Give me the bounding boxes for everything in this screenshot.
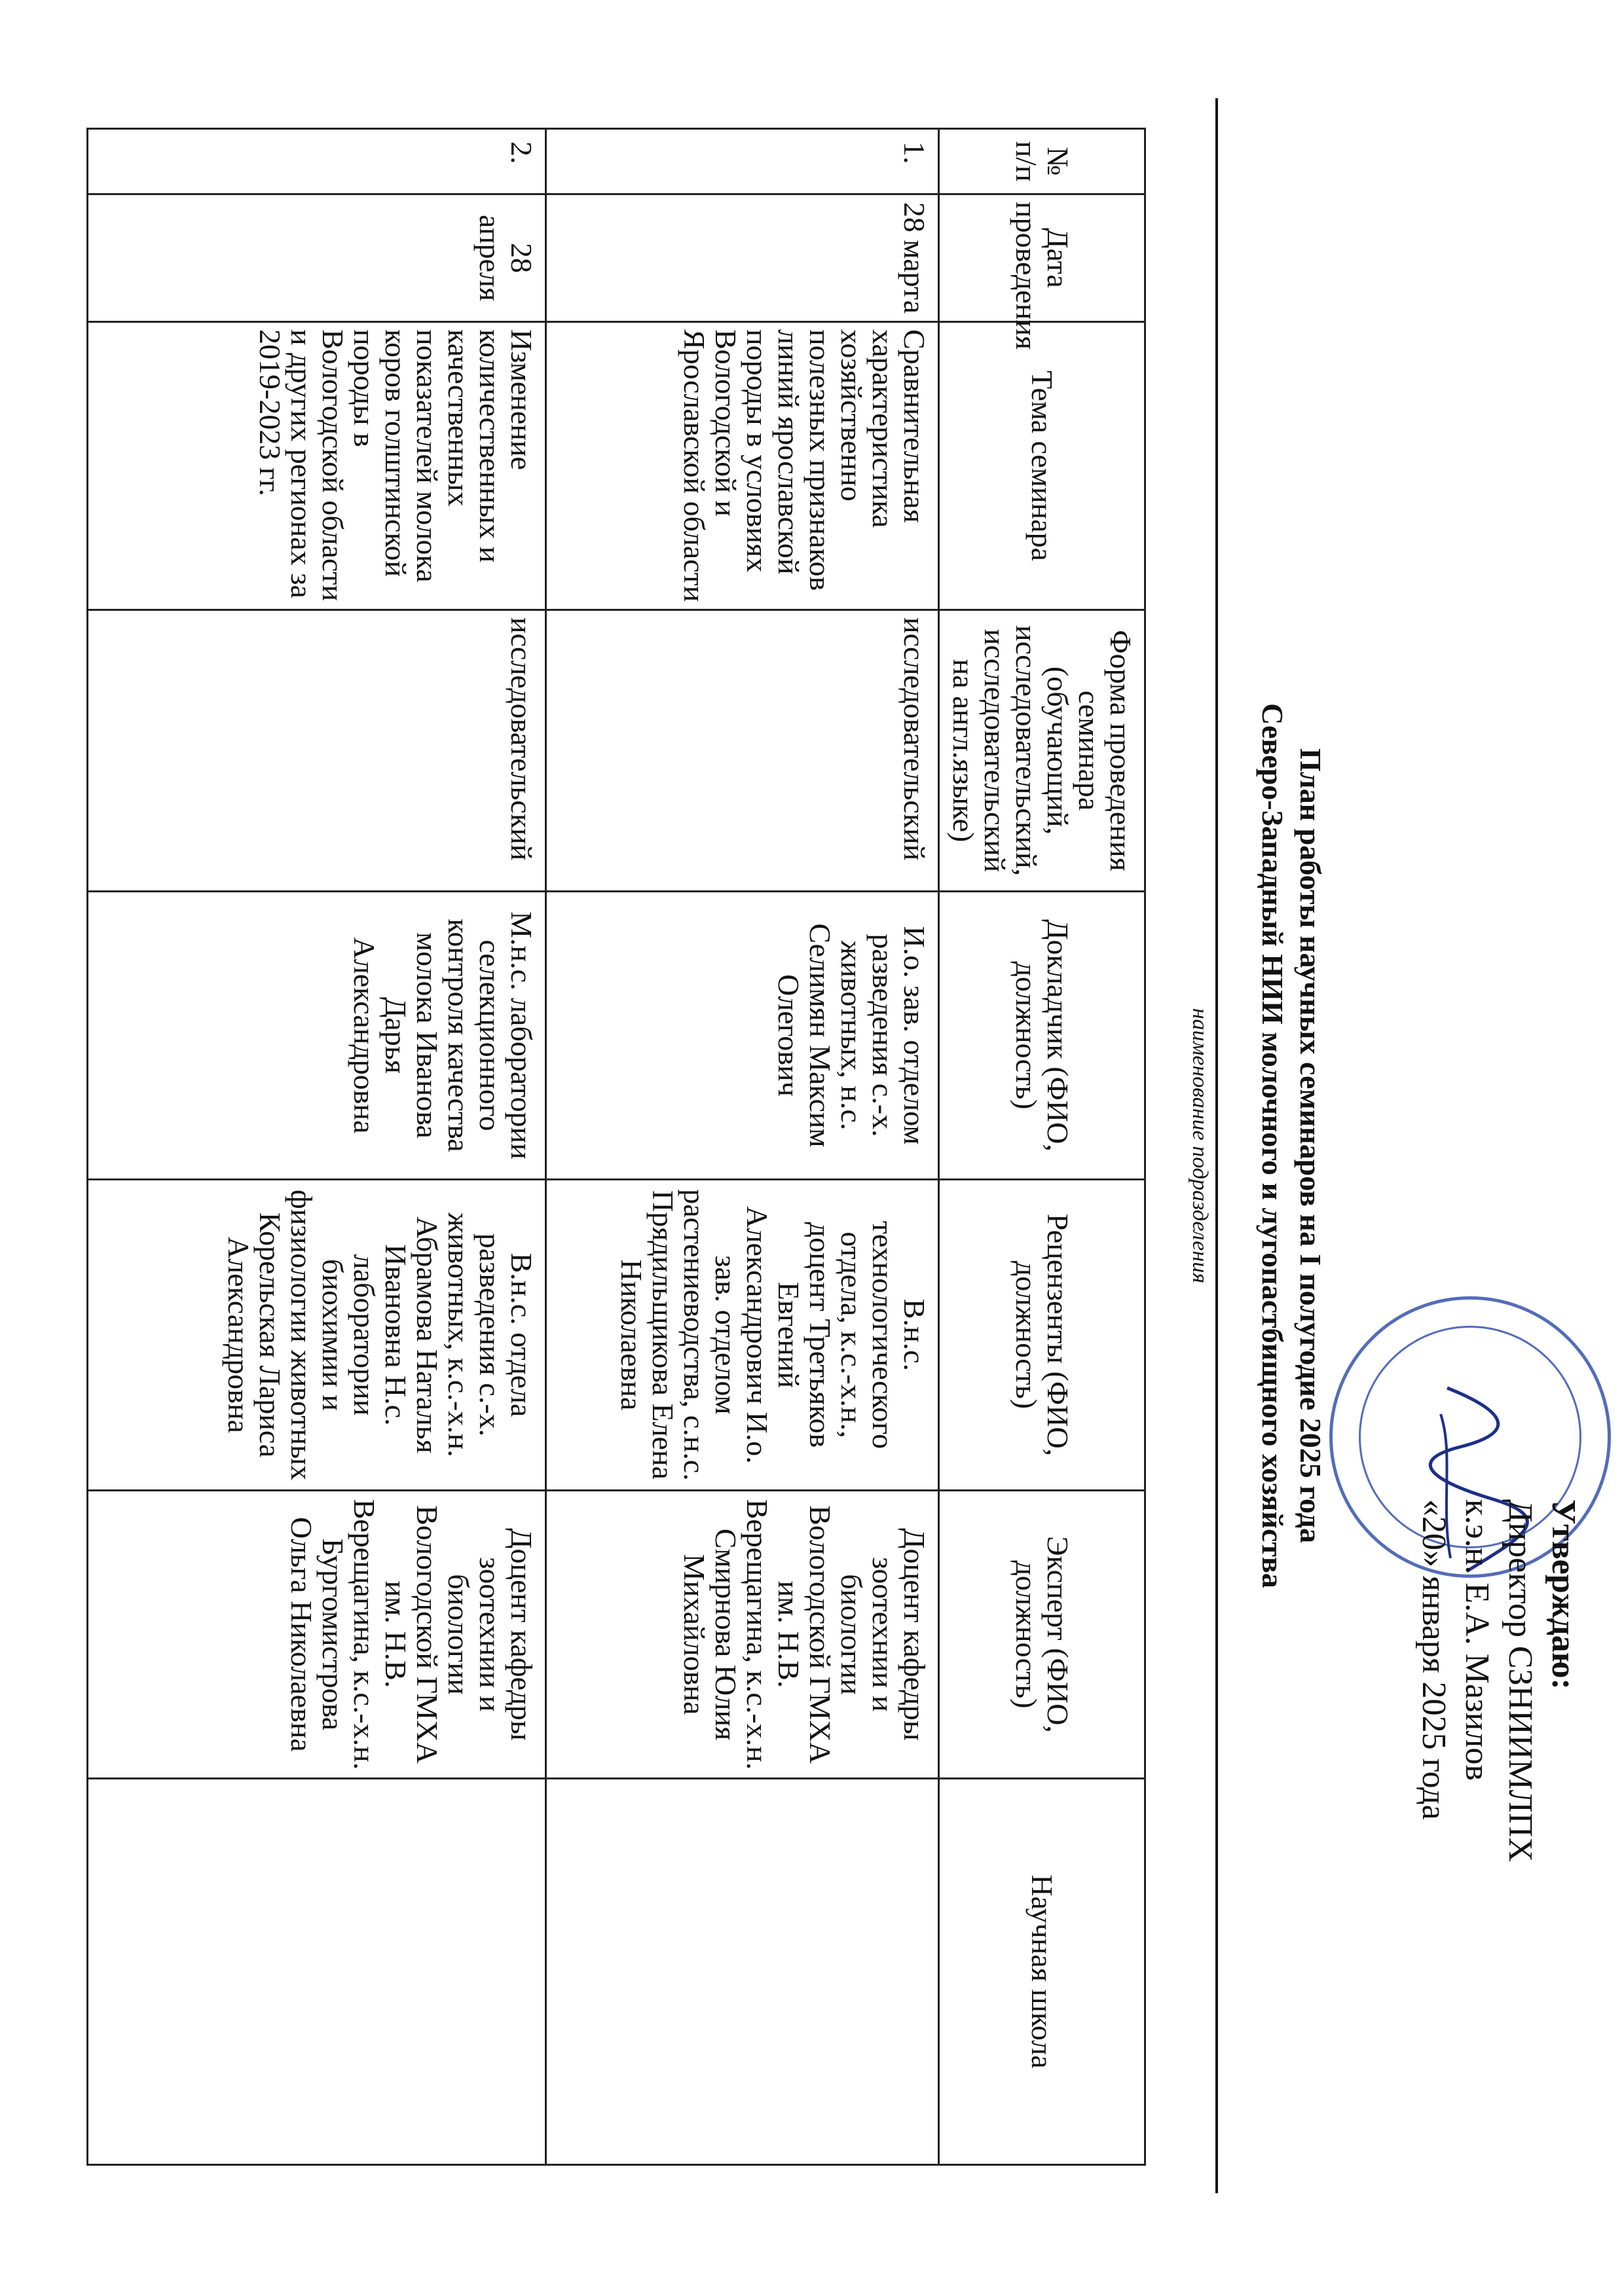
table-row xyxy=(546,129,939,2165)
row-num: 1. xyxy=(546,129,939,194)
row-date: 28 апреля xyxy=(88,194,546,322)
row-reviewers: В.н.с. отдела разведения с.-х. животных, к.с.-х.н. Абрамова Наталья Ивановна Н.с. лаборатории биохимии и физиологии животных Корельская Лариса Александровна xyxy=(88,1180,546,1491)
title-line-1: План работы научных семинаров на I полугодие 2025 года xyxy=(1294,748,1327,1543)
approval-name: к.э.н. Е.А. Мазилов xyxy=(1458,1499,1496,1781)
approval-position: Директор СЗНИИМЛПХ xyxy=(1502,1499,1539,1862)
header-date: Дата проведения xyxy=(939,194,1145,322)
header-form: Форма проведения семинара (обучающий, исследовательский, исследовательский на англ.языке) xyxy=(939,610,1145,892)
title-underline xyxy=(1215,98,1218,2193)
header-topic: Тема семинара xyxy=(939,322,1145,610)
table-row xyxy=(88,129,546,2165)
row-speaker: И.о. зав. отделом разведения с.-х. животных, н.с. Селимян Максим Олегович xyxy=(546,892,939,1180)
document-title xyxy=(1253,98,1329,2193)
row-form: исследовательский xyxy=(546,610,939,892)
table-header-row xyxy=(939,129,1145,2165)
header-expert: Эксперт (ФИО, должность) xyxy=(939,1491,1145,1779)
approval-block xyxy=(1412,1499,1585,2154)
row-num: 2. xyxy=(88,129,546,194)
row-expert: Доцент кафедры зоотехнии и биологии Вологодской ГМХА им. Н.В. Верещагина, к.с.-х.н. Бургомистрова Ольга Николаевна xyxy=(88,1491,546,1779)
approval-label: Утверждаю: xyxy=(1545,1499,1582,1690)
header-school: Научная школа xyxy=(939,1779,1145,2165)
row-topic: Сравнительная характеристика хозяйственно полезных признаков линий ярославской породы в условиях Вологодской и Ярославской области xyxy=(546,322,939,610)
department-sublabel: наименование подразделения xyxy=(1188,1008,1212,1284)
row-school xyxy=(88,1779,546,2165)
approval-date: «20» января 2025 года xyxy=(1415,1499,1452,1820)
row-reviewers: В.н.с. технологического отдела, к.с.-х.н., доцент Третьяков Евгений Александрович И.о. зав. отделом растениеводства, с.н.с. Прядильщикова Елена Николаевна xyxy=(546,1180,939,1491)
row-speaker: М.н.с. лаборатории селекционного контроля качества молока Иванова Дарья Александровна xyxy=(88,892,546,1180)
row-topic: Изменение количественных и качественных показателей молока коров голштинской породы в Вологодской области и других регионах за 2019-2023 гг. xyxy=(88,322,546,610)
row-date: 28 марта xyxy=(546,194,939,322)
header-reviewers: Рецензенты (ФИО, должность) xyxy=(939,1180,1145,1491)
title-line-2: Северо-Западный НИИ молочного и лугопастбищного хозяйства xyxy=(1256,703,1289,1588)
header-num: № п/п xyxy=(939,129,1145,194)
header-speaker: Докладчик (ФИО, должность) xyxy=(939,892,1145,1180)
row-form: исследовательский xyxy=(88,610,546,892)
row-expert: Доцент кафедры зоотехнии и биологии Вологодской ГМХА им. Н.В. Верещагина, к.с.-х.н. Смирнова Юлия Михайловна xyxy=(546,1491,939,1779)
row-school xyxy=(546,1779,939,2165)
seminar-plan-table xyxy=(86,128,1146,2166)
